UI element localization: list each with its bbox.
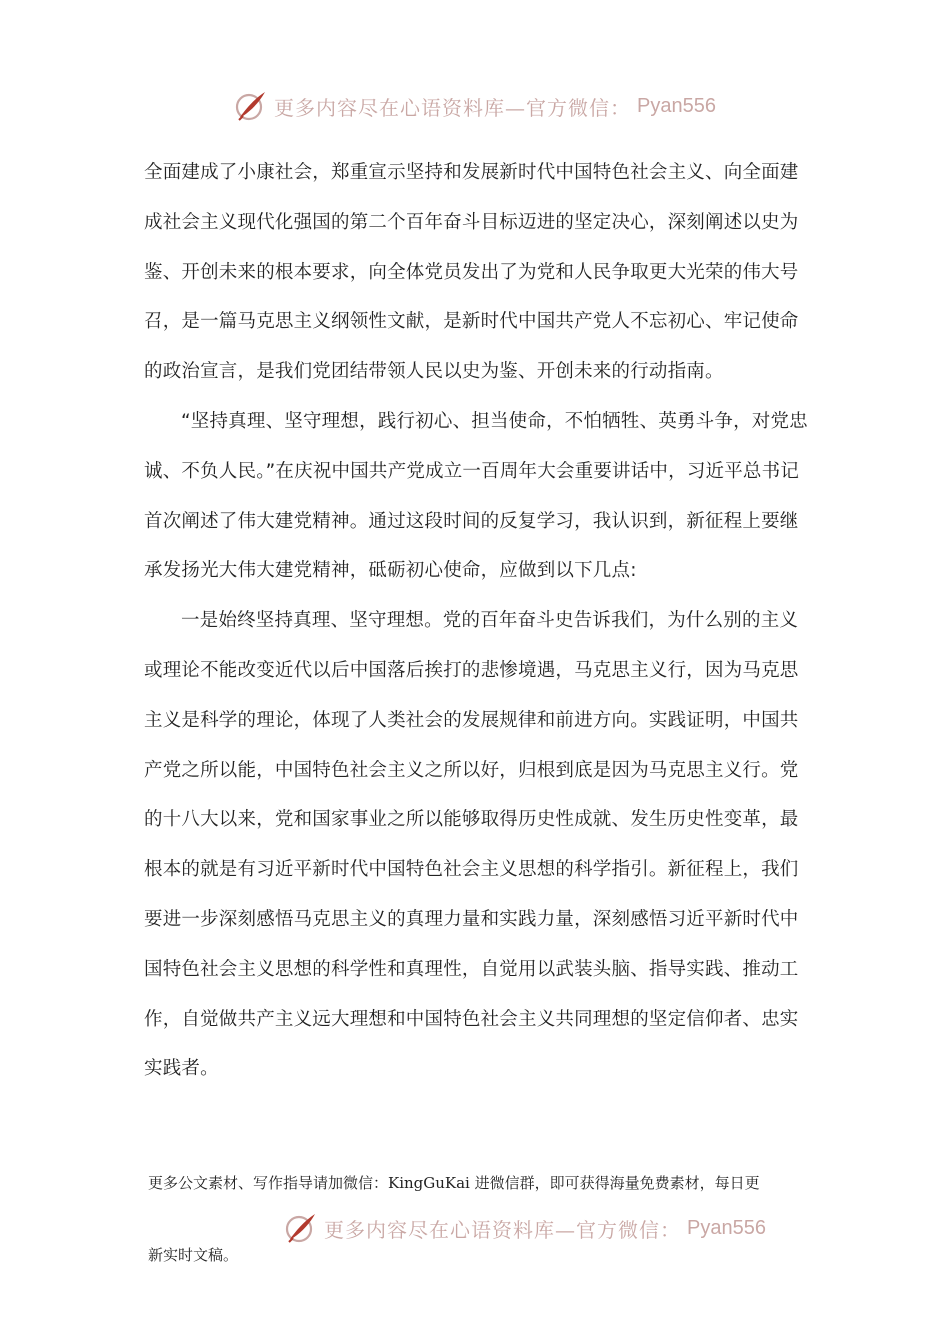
header-watermark-banner [0,86,950,126]
quill-pen-logo-icon [284,1211,318,1245]
watermark-text: 更多内容尽在心语资料库—官方微信： [274,95,632,120]
quill-pen-logo-icon [234,89,268,123]
paragraph-3: 一是始终坚持真理、坚守理想。党的百年奋斗史告诉我们，为什么别的主义或理论不能改变近代以后中国落后挨打的悲惨境遇，马克思主义行，因为马克思主义是科学的理论，体现了人类社会的发展规律和前进方向。实践证明，中国共产党之所以能，中国特色社会主义之所以好，归根到底是因为马克思主义行。党的十八大以来，党和国家事业之所以能够取得历史性成就、发生历史性变革，最根本的就是有习近平新时代中国特色社会主义思想的科学指引。新征程上，我们要进一步深刻感悟马克思主义的真理力量和实践力量，深刻感悟习近平新时代中国特色社会主义思想的科学性和真理性，自觉用以武装头脑、指导实践、推动工作，自觉做共产主义远大理想和中国特色社会主义共同理想的坚定信仰者、忠实实践者。 [144,610,799,1080]
paragraph-2: “坚持真理、坚守理想，践行初心、担当使命，不怕牺牲、英勇斗争，对党忠诚、不负人民。”在庆祝中国共产党成立一百周年大会重要讲话中，习近平总书记首次阐述了伟大建党精神。通过这段时间的反复学习，我认识到，新征程上要继承发扬光大伟大建党精神，砥砺初心使命，应做到以下几点: [144,410,808,582]
footer-note: 更多公文素材、写作指导请加微信：KingGuKai 进微信群，即可获得海量免费素材，每日更 [148,1174,760,1192]
watermark-wechat-id: Pyan556 [687,1216,766,1239]
watermark-text: 更多内容尽在心语资料库—官方微信： [324,1217,682,1242]
document-body [144,148,816,1094]
paragraph-1: 全面建成了小康社会，郑重宣示坚持和发展新时代中国特色社会主义、向全面建成社会主义现代化强国的第二个百年奋斗目标迈进的坚定决心，深刻阐述以史为鉴、开创未来的根本要求，向全体党员发出了为党和人民争取更大光荣的伟大号召，是一篇马克思主义纲领性文献，是新时代中国共产党人不忘初心、牢记使命的政治宣言，是我们党团结带领人民以史为鉴、开创未来的行动指南。 [144,162,799,383]
footer-note-tail: 新实时文稿。 [148,1246,239,1264]
watermark-wechat-id: Pyan556 [637,94,716,117]
footer-watermark-banner [0,1208,950,1248]
